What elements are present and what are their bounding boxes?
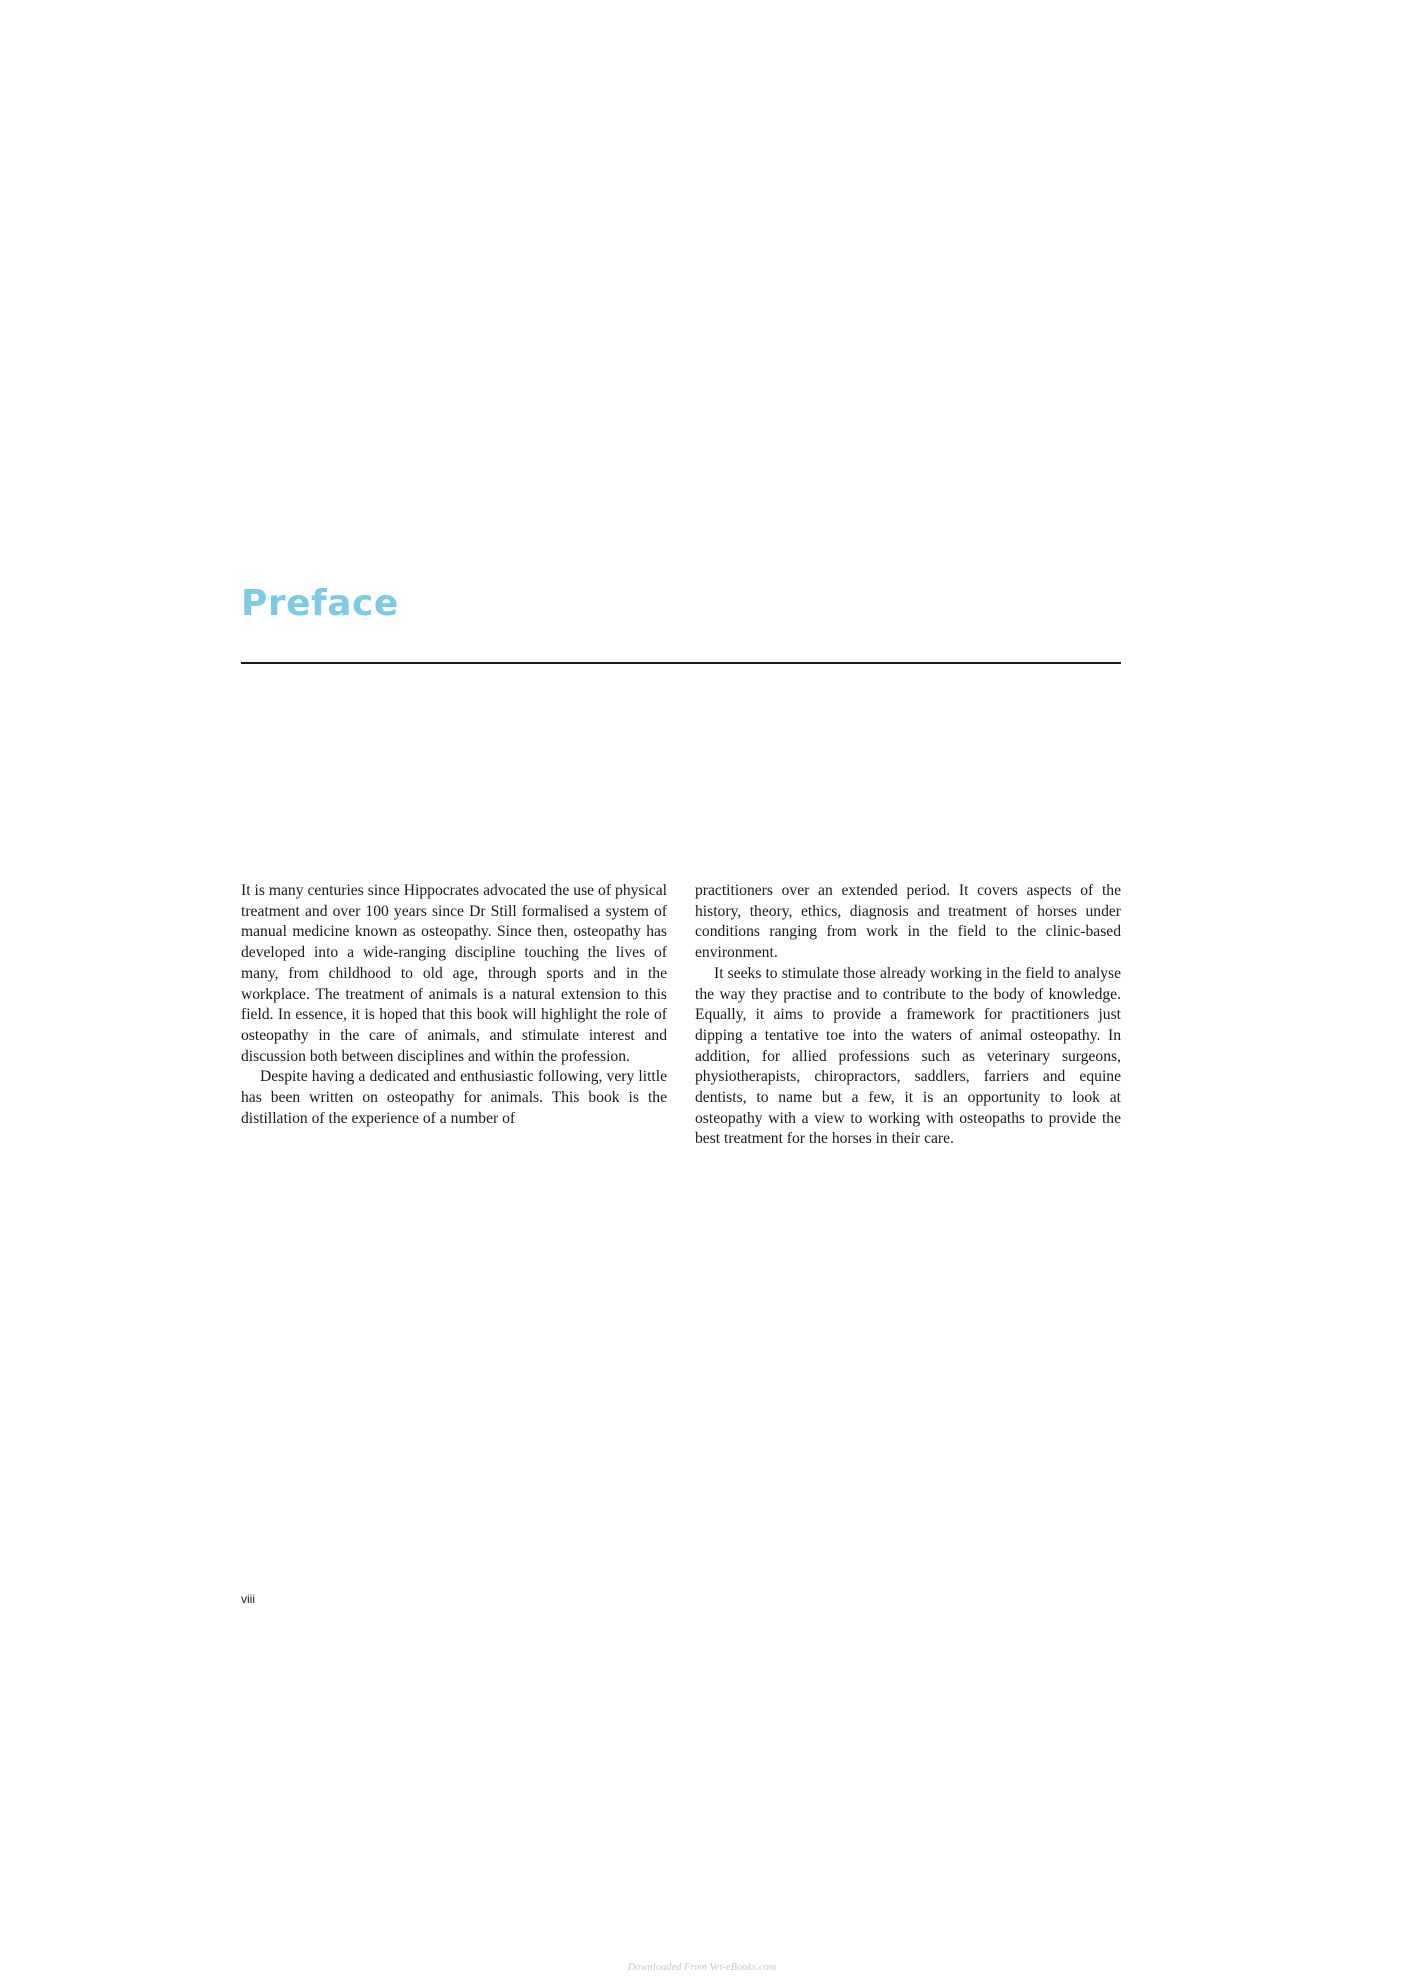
title-rule [241, 662, 1121, 664]
right-column [695, 881, 1121, 1150]
paragraph: It is many centuries since Hippocrates advocated the use of physical treatment and over 100 years since Dr Still formalised a system of manual medicine known as osteopathy. Since then, osteopathy has developed into a wide-ranging discipline touching the lives of many, from childhood to old age, through sports and in the workplace. The treatment of animals is a natural extension to this field. In essence, it is hoped that this book will highlight the role of osteopathy in the care of animals, and stimulate interest and discussion both between disciplines and within the profession. [241, 882, 667, 1065]
paragraph: It seeks to stimulate those already working in the field to analyse the way they practise and to contribute to the body of knowledge. Equally, it aims to provide a framework for practitioners just dipping a tentative toe into the waters of animal osteopathy. In addition, for allied professions such as veterinary surgeons, physiotherapists, chiropractors, saddlers, farriers and equine dentists, to name but a few, it is an opportunity to look at osteopathy with a view to working with osteopaths to provide the best treatment for the horses in their care. [695, 964, 1121, 1148]
watermark: Downloaded From Vet-eBooks.com [627, 1962, 777, 1973]
left-column [241, 881, 667, 1150]
page-title: Preface [241, 583, 399, 624]
page-number: viii [241, 1592, 255, 1606]
paragraph: practitioners over an extended period. It covers aspects of the history, theory, ethics, diagnosis and treatment of horses under conditions ranging from work in the field to the clinic-based environment. [695, 882, 1121, 962]
paragraph: Despite having a dedicated and enthusiastic following, very little has been written on osteopathy for animals. This book is the distillation of the experience of a number of [241, 1068, 667, 1127]
body-text [241, 881, 1121, 1150]
